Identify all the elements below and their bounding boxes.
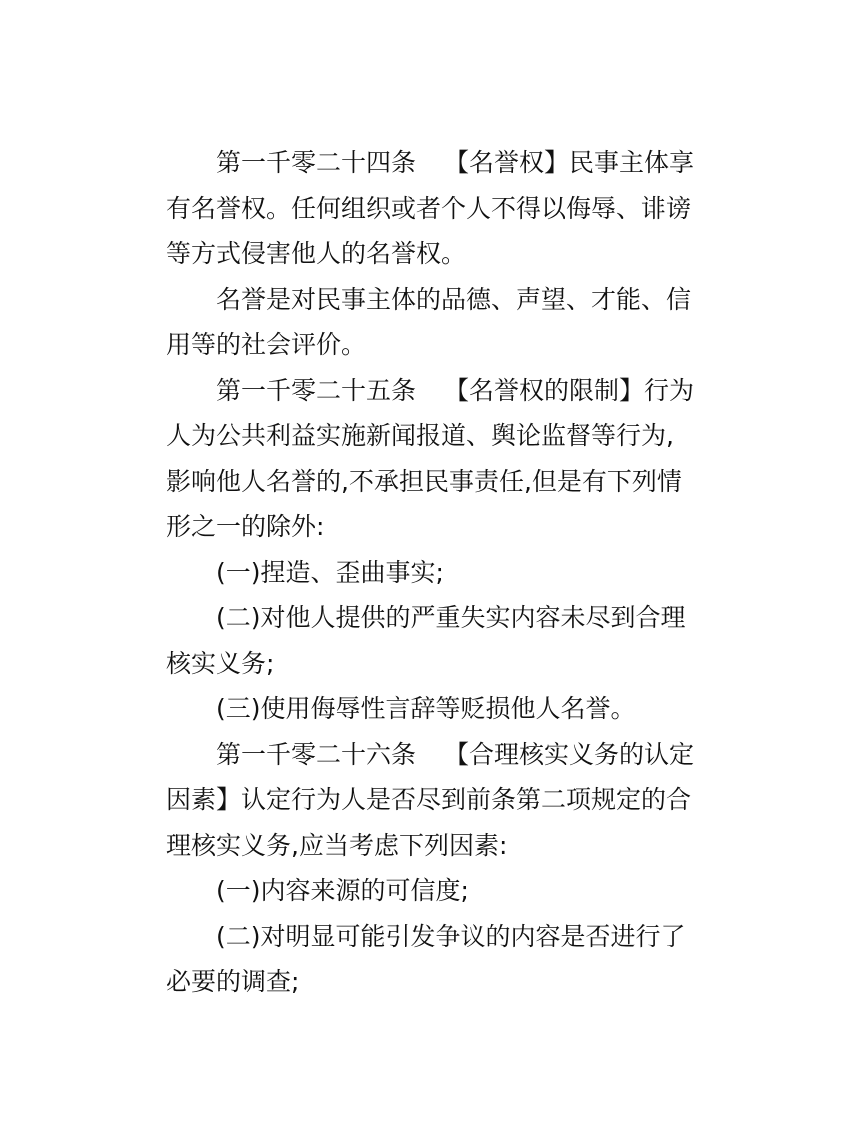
article-1024-paragraph-2: 名誉是对民事主体的品德、声望、才能、信用等的社会评价。 xyxy=(166,284,692,359)
article-1025-paragraph xyxy=(166,368,696,550)
article-1025-item-3: (三)使用侮辱性言辞等贬损他人名誉。 xyxy=(216,694,636,723)
article-1025-item-2: (二)对他人提供的严重失实内容未尽到合理核实义务; xyxy=(166,603,686,678)
article-1025-number: 第一千零二十五条 xyxy=(216,375,417,405)
article-1026-item-2: (二)对明显可能引发争议的内容是否进行了必要的调查; xyxy=(166,921,686,996)
article-1024-paragraph xyxy=(166,140,696,277)
article-1025-title: 【名誉权的限制】 xyxy=(444,375,645,405)
document-body xyxy=(166,140,696,1005)
article-1026-title: 【合理核实义务的认定因素】 xyxy=(166,739,695,814)
article-1026-paragraph xyxy=(166,732,696,869)
article-1025-item-1: (一)捏造、歪曲事实; xyxy=(216,557,444,587)
article-1025-text: 行为人为公共利益实施新闻报道、舆论监督等行为,影响他人名誉的,不承担民事责任,但是有下列情形之一的除外: xyxy=(166,375,695,541)
article-1024-number: 第一千零二十四条 xyxy=(216,148,417,177)
article-1026-item-1: (一)内容来源的可信度; xyxy=(216,876,469,905)
article-1026-text: 认定行为人是否尽到前条第二项规定的合理核实义务,应当考虑下列因素: xyxy=(166,785,692,860)
article-1024-text: 民事主体享有名誉权。任何组织或者个人不得以侮辱、诽谤等方式侵害他人的名誉权。 xyxy=(166,148,695,268)
article-1024-title: 【名誉权】 xyxy=(444,148,570,177)
article-1026-number: 第一千零二十六条 xyxy=(216,739,417,769)
